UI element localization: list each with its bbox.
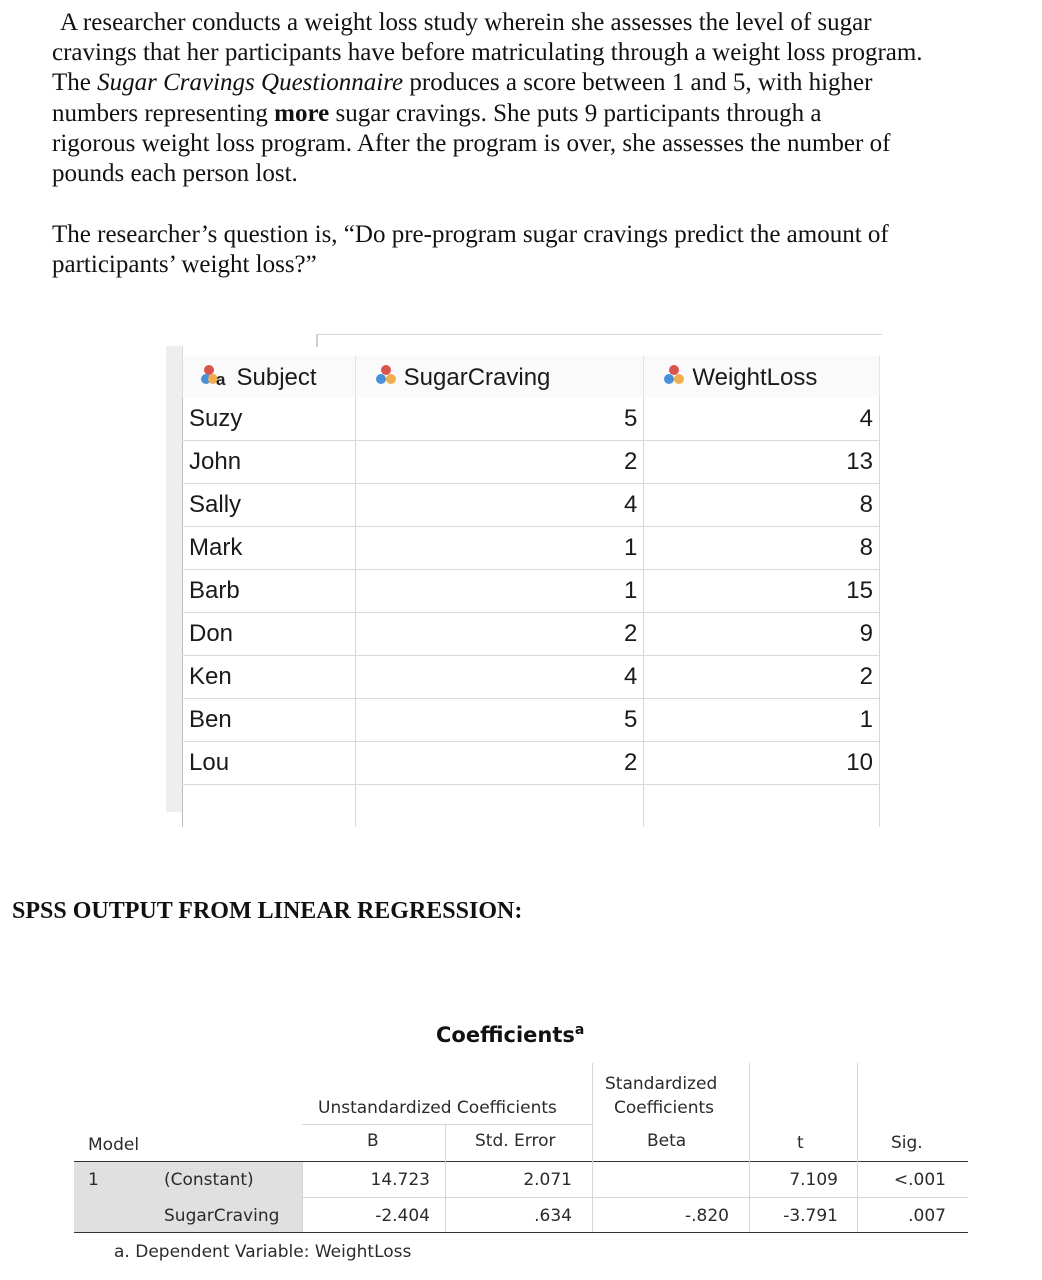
sugarcraving-std-error: .634 xyxy=(534,1206,572,1226)
table-row xyxy=(183,570,880,613)
unstd-header-rule xyxy=(302,1124,592,1125)
cell-sugarcraving[interactable]: 5 xyxy=(355,699,644,742)
cell-weightloss[interactable]: 10 xyxy=(644,742,880,785)
sugarcraving-sig: .007 xyxy=(908,1206,946,1226)
cell-weightloss[interactable]: 8 xyxy=(644,527,880,570)
column-header-subject[interactable] xyxy=(183,356,356,398)
coefficients-title-text: Coefficients xyxy=(436,1023,575,1047)
cell-weightloss[interactable]: 1 xyxy=(644,699,880,742)
column-header-label: Subject xyxy=(236,363,317,391)
italic-title: Sugar Cravings Questionnaire xyxy=(97,69,404,97)
column-rule xyxy=(749,1063,750,1232)
cell-sugarcraving[interactable]: 5 xyxy=(355,398,644,441)
text-run: rigorous weight loss program. After the program is over, she assesses the number of xyxy=(52,129,891,157)
constant-sig: <.001 xyxy=(893,1170,946,1190)
text-run: The xyxy=(52,69,98,97)
table-row xyxy=(183,527,880,570)
cell-subject[interactable]: John xyxy=(183,441,356,484)
row-divider xyxy=(302,1197,968,1198)
empty-cell[interactable] xyxy=(183,785,356,828)
cell-weightloss[interactable]: 9 xyxy=(644,613,880,656)
research-question xyxy=(52,220,889,280)
spss-data-view xyxy=(166,334,880,814)
cell-weightloss[interactable]: 4 xyxy=(644,398,880,441)
sugarcraving-b: -2.404 xyxy=(375,1206,430,1226)
bold-emphasis: more xyxy=(274,99,330,127)
column-header-weightloss[interactable] xyxy=(644,356,880,398)
cell-sugarcraving[interactable]: 2 xyxy=(355,742,644,785)
question-line-2: participants’ weight loss?” xyxy=(52,251,317,279)
cell-weightloss[interactable]: 8 xyxy=(644,484,880,527)
table-row xyxy=(183,656,880,699)
unstandardized-header: Unstandardized Coefficients xyxy=(318,1098,557,1118)
column-rule xyxy=(302,1162,303,1232)
text-run: A researcher conducts a weight loss study wherein she assesses the level of sugar xyxy=(60,9,872,36)
question-line-1: The researcher’s question is, “Do pre-program sugar cravings predict the amount of xyxy=(52,221,889,248)
empty-cell[interactable] xyxy=(644,785,880,828)
cell-subject[interactable]: Sally xyxy=(183,484,356,527)
cell-subject[interactable]: Ben xyxy=(183,699,356,742)
standardized-header-line-1: Standardized xyxy=(605,1074,718,1094)
intro-line xyxy=(52,99,923,129)
b-header: B xyxy=(367,1131,379,1151)
constant-std-error: 2.071 xyxy=(523,1170,572,1190)
bottom-rule xyxy=(74,1232,968,1233)
std-error-header: Std. Error xyxy=(475,1131,556,1151)
row-header-gutter xyxy=(166,346,183,812)
cell-weightloss[interactable]: 2 xyxy=(644,656,880,699)
model-number: 1 xyxy=(88,1170,99,1190)
cell-sugarcraving[interactable]: 4 xyxy=(355,484,644,527)
spss-output-heading: SPSS OUTPUT FROM LINEAR REGRESSION: xyxy=(12,898,523,924)
cell-weightloss[interactable]: 15 xyxy=(644,570,880,613)
table-row xyxy=(183,699,880,742)
text-run: cravings that her participants have before matriculating through a weight loss program. xyxy=(52,39,923,67)
model-header: Model xyxy=(88,1135,140,1155)
cell-subject[interactable]: Lou xyxy=(183,742,356,785)
svg-text:a: a xyxy=(215,369,225,387)
data-grid xyxy=(182,356,880,827)
cell-subject[interactable]: Ken xyxy=(183,656,356,699)
cell-sugarcraving[interactable]: 2 xyxy=(355,613,644,656)
cell-sugarcraving[interactable]: 1 xyxy=(355,570,644,613)
t-header: t xyxy=(797,1133,804,1153)
empty-row xyxy=(183,785,880,828)
text-run: numbers representing xyxy=(52,99,275,127)
table-row xyxy=(183,613,880,656)
table-row xyxy=(183,441,880,484)
intro-line xyxy=(52,159,923,189)
text-run: produces a score between 1 and 5, with higher xyxy=(403,69,873,97)
intro-line xyxy=(52,129,923,159)
footnote-marker: a xyxy=(574,1022,585,1038)
column-rule xyxy=(445,1124,446,1232)
nominal-variable-icon xyxy=(662,363,686,387)
intro-line xyxy=(52,8,923,38)
empty-cell[interactable] xyxy=(355,785,644,828)
constant-t: 7.109 xyxy=(789,1170,838,1190)
table-row xyxy=(183,742,880,785)
intro-line xyxy=(52,38,923,68)
intro-line xyxy=(52,68,923,98)
column-header-row xyxy=(183,356,880,398)
column-rule xyxy=(857,1063,858,1232)
column-header-label: WeightLoss xyxy=(692,363,818,391)
cell-subject[interactable]: Mark xyxy=(183,527,356,570)
coefficients-title xyxy=(436,1022,584,1047)
cell-sugarcraving[interactable]: 1 xyxy=(355,527,644,570)
sugarcraving-beta: -.820 xyxy=(685,1206,729,1226)
constant-b: 14.723 xyxy=(370,1170,430,1190)
cell-subject[interactable]: Don xyxy=(183,613,356,656)
column-header-label: SugarCraving xyxy=(403,363,551,391)
cell-weightloss[interactable]: 13 xyxy=(644,441,880,484)
cell-sugarcraving[interactable]: 4 xyxy=(355,656,644,699)
table-row xyxy=(183,398,880,441)
text-run: pounds each person lost. xyxy=(52,160,298,188)
cell-subject[interactable]: Barb xyxy=(183,570,356,613)
cell-sugarcraving[interactable]: 2 xyxy=(355,441,644,484)
cell-subject[interactable]: Suzy xyxy=(183,398,356,441)
column-header-sugarcraving[interactable] xyxy=(355,356,644,398)
beta-header: Beta xyxy=(647,1131,687,1151)
row-label-constant: (Constant) xyxy=(164,1170,254,1190)
column-rule xyxy=(592,1063,593,1232)
sugarcraving-t: -3.791 xyxy=(783,1206,838,1226)
nominal-variable-icon xyxy=(374,363,398,387)
table-row xyxy=(183,484,880,527)
footnote: a. Dependent Variable: WeightLoss xyxy=(114,1242,412,1262)
nominal-string-variable-icon xyxy=(201,363,231,387)
standardized-header-line-2: Coefficients xyxy=(614,1098,714,1118)
sig-header: Sig. xyxy=(891,1133,923,1153)
intro-paragraph xyxy=(52,8,923,189)
text-run: sugar cravings. She puts 9 participants through a xyxy=(329,99,822,127)
header-rule xyxy=(74,1161,968,1162)
row-label-sugarcraving: SugarCraving xyxy=(164,1206,280,1226)
